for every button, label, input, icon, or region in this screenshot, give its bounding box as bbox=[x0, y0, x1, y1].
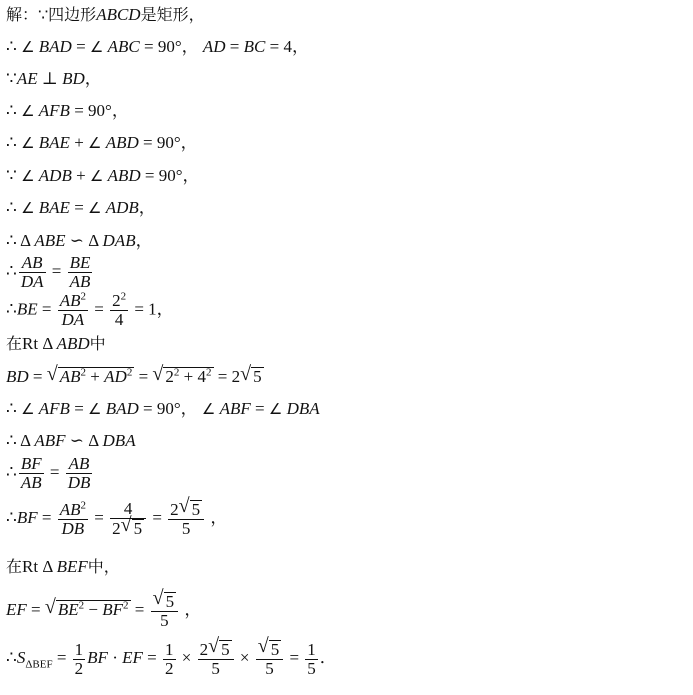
solution-line-15: ∴ $\frac{BF}{AB}$ = $\frac{AB}{DB}$ bbox=[6, 454, 91, 492]
solution-line-11: 在Rt Δ ABD中 bbox=[6, 334, 106, 353]
solution-line-6: ∵ ∠ ADB + ∠ ABD = 90°， bbox=[6, 166, 200, 185]
solution-line-18: EF = √ $BE^2 - BF^2$ = √ $\frac{5}{5}$ ， bbox=[6, 592, 201, 630]
solution-line-2: ∴ ∠ BAD = ∠ ABC = 90°， AD = BC = 4， bbox=[6, 37, 309, 56]
solution-line-14: ∴ Δ ABF ∽ Δ DBA bbox=[6, 431, 136, 450]
solution-line-10: ∴BE = $\frac{AB^2}{DA}$ = $\frac{2^2}{4}$ = 1， bbox=[6, 290, 174, 329]
solution-line-17: 在Rt Δ BEF中， bbox=[6, 557, 120, 576]
solution-line-1: 解：∵四边形ABCD是矩形， bbox=[6, 5, 205, 24]
solution-line-13: ∴ ∠ AFB = ∠ BAD = 90°， ∠ ABF = ∠ DBA bbox=[6, 399, 320, 418]
solution-line-3: ∵AE ⊥ BD， bbox=[6, 69, 102, 88]
solution-line-9: ∴ $\frac{AB}{DA}$ = $\frac{BE}{AB}$ bbox=[6, 253, 91, 291]
solution-line-4: ∴ ∠ AFB = 90°， bbox=[6, 101, 129, 120]
solution-line-16: ∴BF = $\frac{AB^2}{DB}$ = $\frac{4}{2√ 5}$ = $\frac{2√ 5}{5}$ ， bbox=[6, 500, 227, 538]
solution-line-5: ∴ ∠ BAE + ∠ ABD = 90°， bbox=[6, 133, 198, 152]
solution-line-7: ∴ ∠ BAE = ∠ ADB， bbox=[6, 198, 156, 217]
solution-line-19: $\therefore S_{\Delta BEF}$ = $\frac{1}{2}$ BF · EF = $\frac{1}{2}$ × $\frac{2√ 5}{5}$ × √ $\frac{5}{5}$ = $\frac{1}{5}$ ． bbox=[6, 640, 337, 678]
solution-line-12: BD = √ $AB^2 + AD^2$ = √ $2^2 + 4^2 = 2√$ 5 bbox=[6, 366, 264, 388]
solution-line-8: ∴ Δ ABE ∽ Δ DAB， bbox=[6, 231, 153, 250]
